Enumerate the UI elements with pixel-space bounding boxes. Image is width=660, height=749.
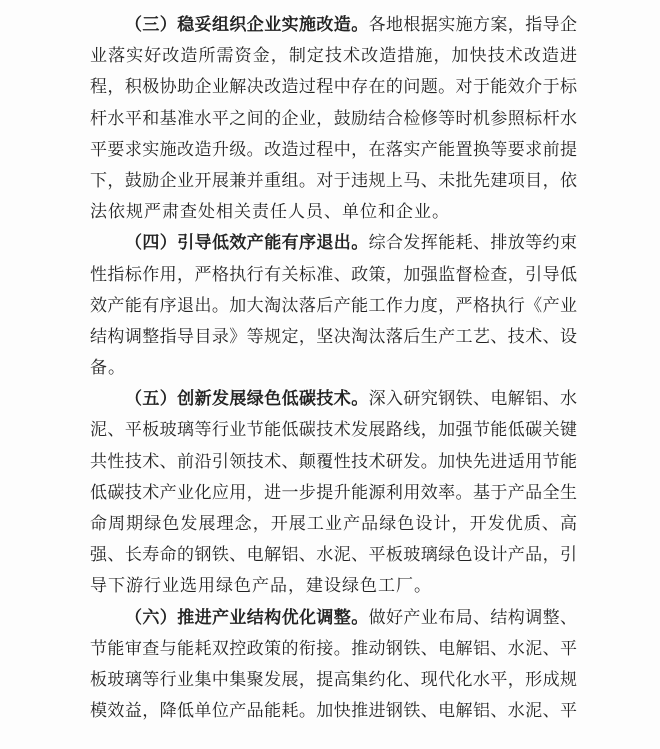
document-text-block [90,9,577,726]
paragraph-body-text: 效产能有序退出。加大淘汰落后产能工作力度，严格执行《产业 [90,295,577,315]
text-line [90,321,577,352]
paragraph-lead-bold-text: （五）创新发展绿色低碳技术。 [125,389,369,409]
paragraph-body-text: 模效益，降低单位产品能耗。加快推进钢铁、电解铝、水泥、平 [90,701,577,721]
text-line [90,259,577,290]
paragraph-body-text: 业落实好改造所需资金，制定技术改造措施，加快技术改造进 [90,46,577,66]
paragraph-body-text: 泥、平板玻璃等行业节能低碳技术发展路线，加强节能低碳关键 [90,420,577,440]
paragraph-body-text: 综合发挥能耗、排放等约束 [368,233,578,253]
paragraph-lead-bold-text: （四）引导低效产能有序退出。 [125,233,369,253]
paragraph-body-text: 平要求实施改造升级。改造过程中，在落实产能置换等要求前提 [90,139,577,159]
text-line [90,352,577,383]
text-line [90,103,577,134]
paragraph-body-text: 下，鼓励企业开展兼并重组。对于违规上马、未批先建项目，依 [90,170,577,190]
text-line [90,477,577,508]
text-line [90,40,577,71]
text-line [90,9,577,40]
paragraph-lead-bold-text: （六）推进产业结构优化调整。 [125,607,369,627]
text-line [90,134,577,165]
paragraph-body-text: 做好产业布局、结构调整、 [368,607,578,627]
paragraph-body-text: 法依规严肃查处相关责任人员、单位和企业。 [90,202,450,222]
paragraph-body-text: 导下游行业选用绿色产品，建设绿色工厂。 [90,576,432,596]
paragraph-body-text: 备。 [90,358,126,378]
paragraph-body-text: 杆水平和基准水平之间的企业，鼓励结合检修等时机参照标杆水 [90,108,577,128]
paragraph-body-text: 共性技术、前沿引领技术、颠覆性技术研发。加快先进适用节能 [90,451,577,471]
paragraph-body-text: 节能审查与能耗双控政策的衔接。推动钢铁、电解铝、水泥、平 [90,638,577,658]
paragraph-lead-bold-text: （三）稳妥组织企业实施改造。 [125,15,369,34]
paragraph-body-text: 各地根据实施方案，指导企 [368,15,578,34]
text-line [90,71,577,102]
text-line [90,227,577,258]
text-line [90,602,577,633]
paragraph-body-text: 程，积极协助企业解决改造过程中存在的问题。对于能效介于标 [90,77,577,97]
paragraph-body-text: 深入研究钢铁、电解铝、水 [368,389,578,409]
text-line [90,196,577,227]
text-line [90,695,577,726]
text-line [90,539,577,570]
paragraph-body-text: 强、长寿命的钢铁、电解铝、水泥、平板玻璃绿色设计产品，引 [90,545,577,565]
paragraph-body-text: 命周期绿色发展理念，开展工业产品绿色设计，开发优质、高 [90,514,577,533]
text-line [90,165,577,196]
text-line [90,664,577,695]
text-line [90,508,577,539]
paragraph-body-text: 性指标作用，严格执行有关标准、政策，加强监督检查，引导低 [90,264,577,284]
text-line [90,446,577,477]
text-line [90,633,577,664]
text-line [90,290,577,321]
paragraph-body-text: 板玻璃等行业集中集聚发展，提高集约化、现代化水平，形成规 [90,669,577,689]
text-line [90,383,577,414]
paragraph-body-text: 结构调整指导目录》等规定，坚决淘汰落后生产工艺、技术、设 [90,326,577,346]
text-line [90,570,577,601]
text-line [90,414,577,445]
paragraph-body-text: 低碳技术产业化应用，进一步提升能源利用效率。基于产品全生 [90,482,577,502]
